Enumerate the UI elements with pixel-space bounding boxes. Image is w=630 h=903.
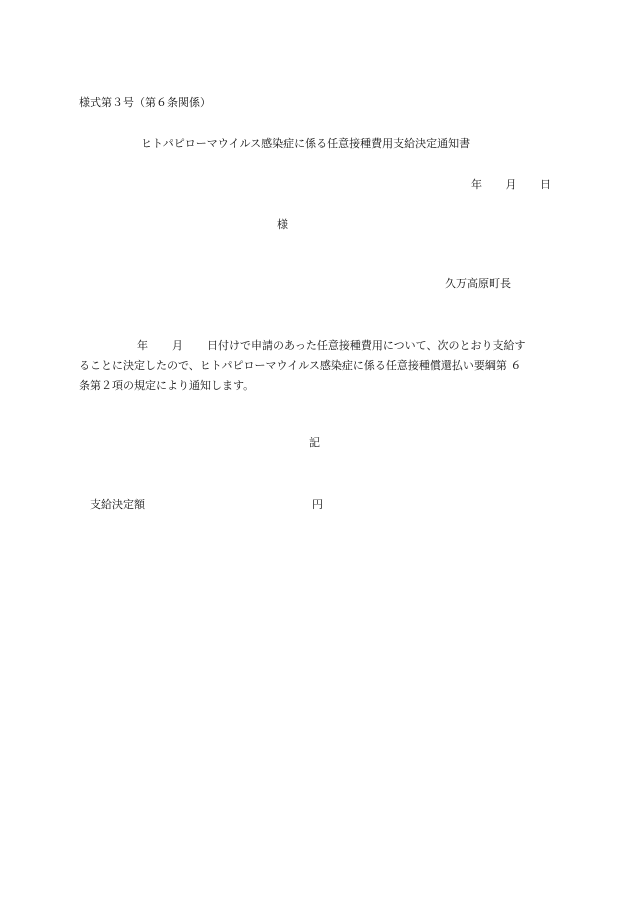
body-paragraph bbox=[79, 336, 552, 396]
date-day-label: 日 bbox=[540, 178, 551, 191]
ki-heading: 記 bbox=[309, 436, 320, 449]
date-line bbox=[471, 179, 551, 190]
date-year-label: 年 bbox=[471, 178, 482, 191]
body-year-label: 年 bbox=[137, 339, 148, 352]
amount-unit: 円 bbox=[312, 498, 323, 511]
amount-label: 支給決定額 bbox=[90, 498, 145, 511]
recipient-honorific: 様 bbox=[277, 218, 288, 231]
body-line-3: 条第２項の規定により通知します。 bbox=[79, 379, 255, 392]
body-month-label: 月 bbox=[172, 339, 183, 352]
form-number: 様式第３号（第６条関係） bbox=[79, 96, 211, 109]
issuer-name: 久万高原町長 bbox=[445, 277, 511, 290]
body-line-2: ることに決定したので、ヒトパピローマウイルス感染症に係る任意接種償還払い要綱第 ６ bbox=[79, 359, 522, 372]
body-line-1-text: 日付けで申請のあった任意接種費用について、次のとおり支給す bbox=[207, 339, 526, 352]
body-line-1 bbox=[79, 336, 552, 356]
document-title: ヒトパピローマウイルス感染症に係る任意接種費用支給決定通知書 bbox=[141, 137, 471, 150]
date-month-label: 月 bbox=[505, 178, 517, 191]
